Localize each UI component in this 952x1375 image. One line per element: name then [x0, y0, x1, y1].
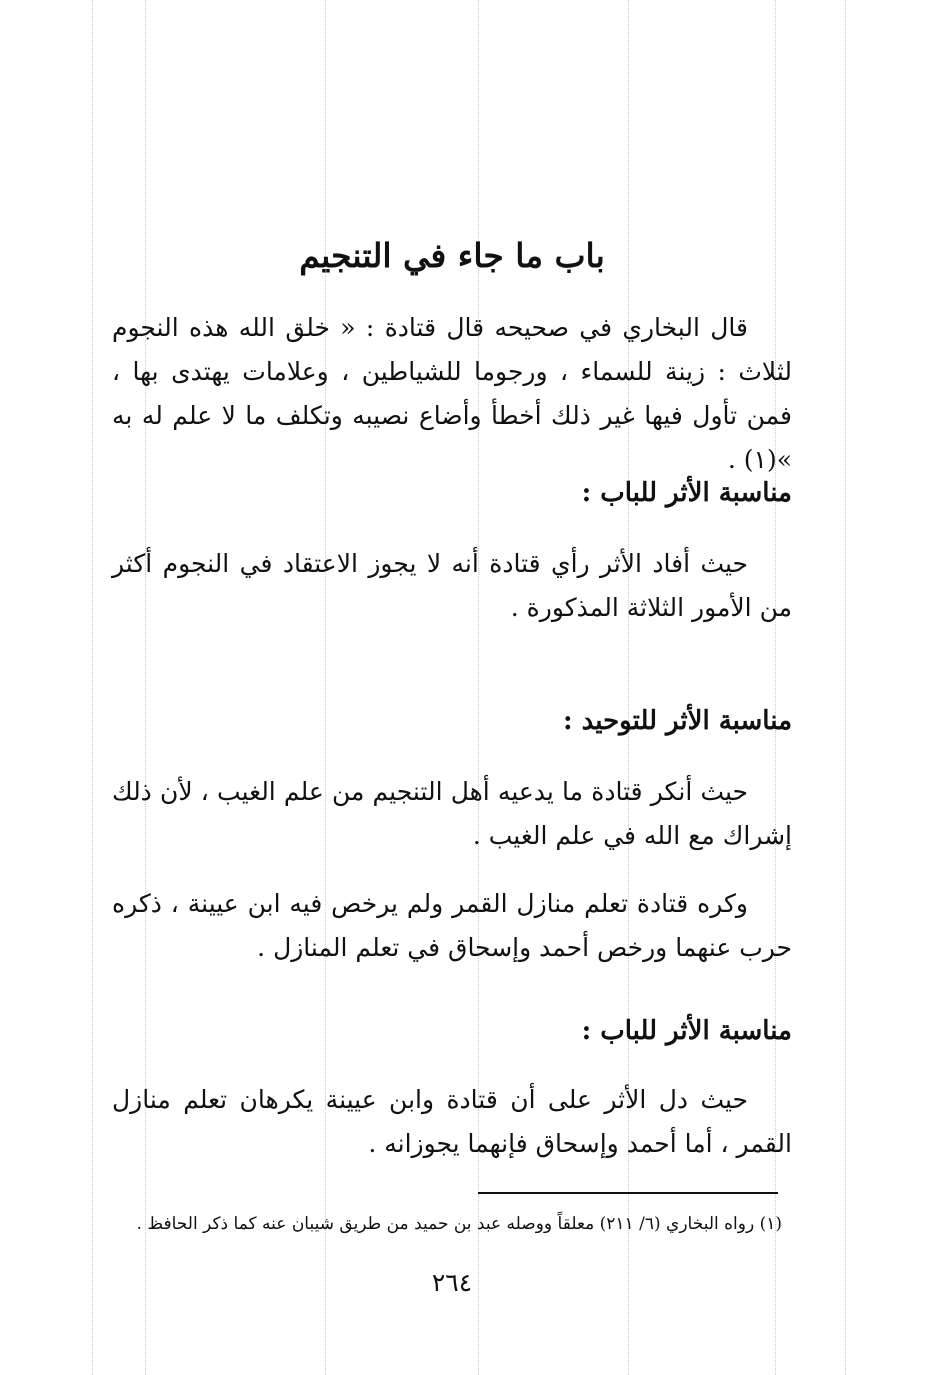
footnote: (١) رواه البخاري (٦/ ٢١١) معلقاً ووصله عبد بن حميد من طريق شيبان عنه كما ذكر الحافظ . — [136, 1214, 782, 1234]
paragraph-moon-stations: وكره قتادة تعلم منازل القمر ولم يرخص فيه ابن عيينة ، ذكره حرب عنهما ورخص أحمد وإسحاق في تعلم المنازل . — [112, 889, 792, 962]
paragraph-quote: قال البخاري في صحيحه قال قتادة : « خلق الله هذه النجوم لثلاث : زينة للسماء ، ورجوما للشياطين ، وعلامات يهتدى بها ، فمن تأول فيها غير ذلك أخطأ وأضاع نصيبه وتكلف ما لا علم له به »(١) . — [112, 313, 792, 474]
section-heading-chapter-relevance: مناسبة الأثر للباب : — [581, 478, 792, 508]
page-number: ٢٦٤ — [431, 1268, 473, 1297]
paragraph-relevance-1: حيث أفاد الأثر رأي قتادة أنه لا يجوز الاعتقاد في النجوم أكثر من الأمور الثلاثة المذكورة . — [112, 549, 792, 622]
guide-line — [92, 0, 93, 1375]
book-page — [112, 0, 792, 1375]
paragraph-relevance-2: حيث دل الأثر على أن قتادة وابن عيينة يكرهان تعلم منازل القمر ، أما أحمد وإسحاق فإنهما يجوزانه . — [112, 1085, 792, 1158]
section-heading-chapter-relevance-2: مناسبة الأثر للباب : — [581, 1016, 792, 1046]
guide-line — [845, 0, 846, 1375]
section-heading-tawhid-relevance: مناسبة الأثر للتوحيد : — [562, 706, 792, 736]
paragraph-tawhid: حيث أنكر قتادة ما يدعيه أهل التنجيم من علم الغيب ، لأن ذلك إشراك مع الله في علم الغيب . — [112, 777, 792, 850]
footnote-separator — [478, 1192, 778, 1194]
chapter-title: باب ما جاء في التنجيم — [299, 236, 605, 275]
